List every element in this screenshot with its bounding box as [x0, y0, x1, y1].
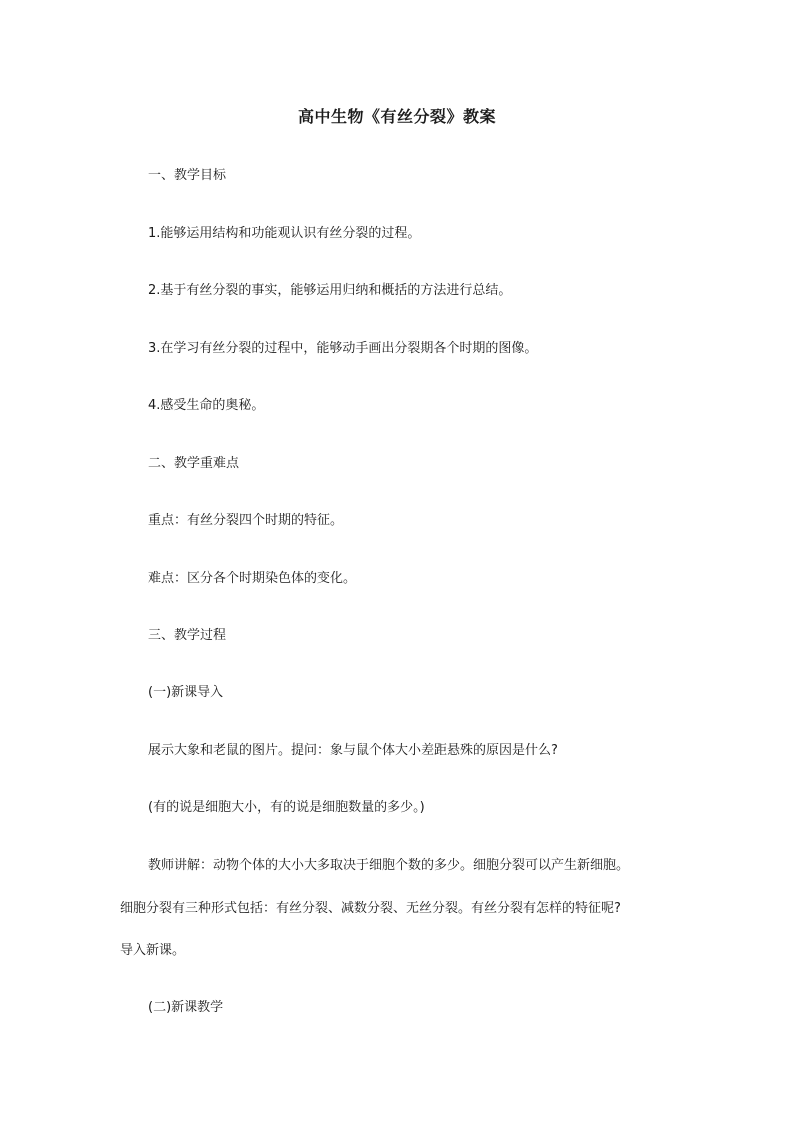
subsection-heading-intro: (一)新课导入 [148, 685, 224, 700]
objective-item-1: 1.能够运用结构和功能观认识有丝分裂的过程。 [148, 226, 421, 241]
difficult-point-text: 难点：区分各个时期染色体的变化。 [148, 571, 357, 586]
key-point-text: 重点：有丝分裂四个时期的特征。 [148, 513, 344, 528]
teacher-explanation-line-2: 细胞分裂有三种形式包括：有丝分裂、减数分裂、无丝分裂。有丝分裂有怎样的特征呢? [120, 901, 621, 916]
objective-item-2: 2.基于有丝分裂的事实，能够运用归纳和概括的方法进行总结。 [148, 283, 512, 298]
teacher-explanation-line-3: 导入新课。 [120, 943, 186, 958]
student-answer-paragraph: (有的说是细胞大小，有的说是细胞数量的多少。) [148, 800, 425, 815]
objective-item-4: 4.感受生命的奥秘。 [148, 398, 265, 413]
objective-item-3: 3.在学习有丝分裂的过程中，能够动手画出分裂期各个时期的图像。 [148, 341, 538, 356]
teacher-explanation-line-1: 教师讲解：动物个体的大小大多取决于细胞个数的多少。细胞分裂可以产生新细胞。 [148, 858, 630, 873]
section-heading-key-points: 二、教学重难点 [148, 456, 240, 471]
document-title: 高中生物《有丝分裂》教案 [297, 107, 496, 126]
subsection-heading-new-lesson: (二)新课教学 [148, 1000, 224, 1015]
intro-paragraph: 展示大象和老鼠的图片。提问：象与鼠个体大小差距悬殊的原因是什么? [148, 743, 558, 758]
section-heading-objectives: 一、教学目标 [148, 168, 227, 183]
section-heading-process: 三、教学过程 [148, 628, 227, 643]
